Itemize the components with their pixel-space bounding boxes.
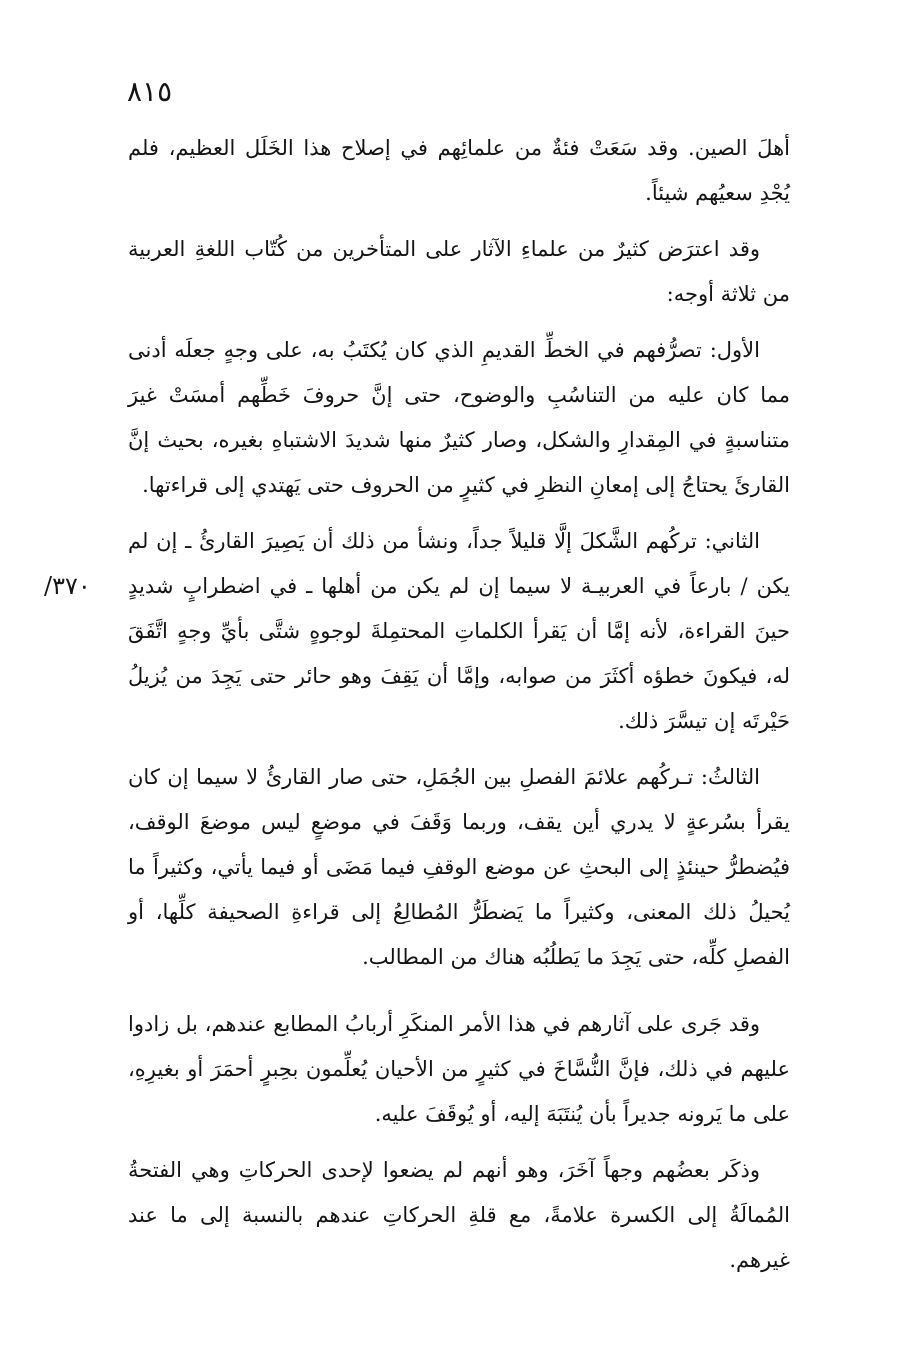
margin-page-reference: ٣٧٠/ bbox=[44, 572, 91, 600]
paragraph: الثالثُ: تـركُهم علائمَ الفصلِ بين الجُمَلِ، حتى صار القارئُ لا سيما إن كان يقرأ بسُرعةٍ لا يدري أين يقف، وربما وَقَفَ في موضعٍ ليس موضعَ الوقف، فيُضطرُّ حينئذٍ إلى البحثِ عن موضع الوقفِ فيما مَضَى أو فيما يأتي، وكثيراً ما يُحيلُ ذلك المعنى، وكثيراً ما يَضطَرُّ المُطالِعُ إلى قراءةِ الصحيفة كلِّها، أو الفصلِ كلِّه، حتى يَجِدَ ما يَطلُبُه هناك من المطالب. bbox=[128, 765, 790, 969]
paragraph: الأول: تصرُّفهم في الخطِّ القديمِ الذي كان يُكتَبُ به، على وجهٍ جعلَه أدنى مما كان عليه من التناسُبِ والوضوح، حتى إنَّ حروفَ خَطِّهم أمسَتْ غيرَ متناسبةٍ في المِقدارِ والشكل، وصار كثيرٌ منها شديدَ الاشتباهِ بغيره، بحيث إنَّ القارئَ يحتاجُ إلى إمعانِ النظرِ في كثيرٍ من الحروف حتى يَهتدي إلى قراءتها. bbox=[128, 338, 790, 497]
paragraph: أهلَ الصين. وقد سَعَتْ فئةٌ من علمائِهم في إصلاح هذا الخَلَل العظيم، فلم يُجْدِ سعيُهم شيئاً. bbox=[128, 136, 790, 205]
paragraph: وذكَر بعضُهم وجهاً آخَرَ، وهو أنهم لم يضعوا لإحدى الحركاتِ وهي الفتحةُ المُمالَةُ إلى الكسرة علامةً، مع قلةِ الحركاتِ عندهم بالنسبة إلى ما عند غيرهم. bbox=[128, 1158, 790, 1272]
paragraph: وقد اعترَض كثيرٌ من علماءِ الآثار على المتأخرين من كُتّاب اللغةِ العربية من ثلاثة أوجه: bbox=[128, 237, 790, 306]
body-text bbox=[128, 126, 790, 1294]
paragraph: وقد جَرى على آثارهم في هذا الأمر المنكَرِ أربابُ المطابع عندهم، بل زادوا عليهم في ذلك، فإنَّ النُّسَّاخَ في كثيرٍ من الأحيان يُعلِّمون بحِبرٍ أحمَرَ أو بغيرِهِ، على ما يَرونه جديراً بأن يُنتَبَهَ إليه، أو يُوقَفَ عليه. bbox=[128, 1012, 790, 1126]
page-number: ٨١٥ bbox=[127, 75, 173, 108]
paragraph: الثاني: تركُهم الشَّكلَ إلَّا قليلاً جداً، ونشأ من ذلك أن يَصِيرَ القارئُ ـ إن لم يكن / بارعاً في العربيـة لا سيما إن لم يكن من أهلها ـ في اضطرابٍ شديدٍ حينَ القراءة، لأنه إمَّا أن يَقرأ الكلماتِ المحتمِلةَ لوجوهٍ شتَّى بأيِّ وجهٍ اتَّفَقَ له، فيكونَ خطؤه أكثَرَ من صوابه، وإمَّا أن يَقِفَ وهو حائر حتى يَجِدَ من يُزيلُ حَيْرتَه إن تيسَّرَ ذلك. bbox=[128, 529, 790, 733]
